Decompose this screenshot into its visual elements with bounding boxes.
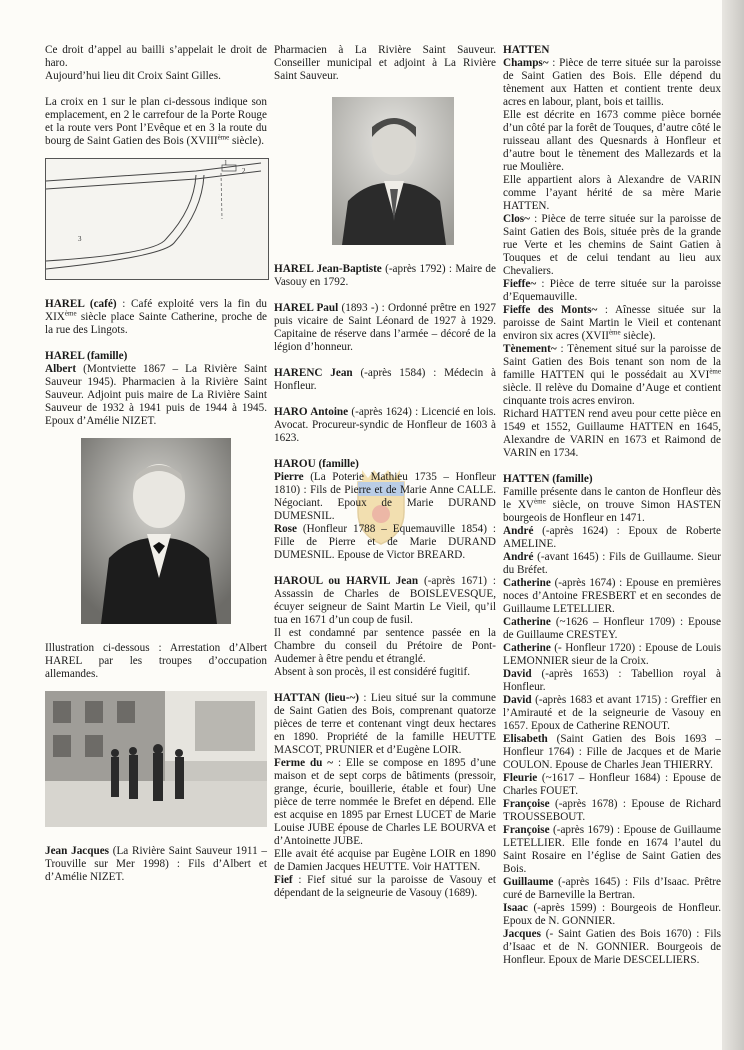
- entry-elisabeth: Elisabeth (Saint Gatien des Bois 1693 – Honfleur 1764) : Fille de Jacques et de Marie COULON. Epouse de Charles Jean THIERRY.: [503, 733, 721, 771]
- map-label-1: 1: [224, 159, 228, 167]
- entry-catherine-2: Catherine (~1626 – Honfleur 1709) : Epouse de Guillaume CRESTEY.: [503, 616, 721, 641]
- map-label-2: 2: [242, 167, 246, 175]
- entry-rose: Rose (Honfleur 1788 – Equemauville 1854) : Fille de Pierre et de Marie DURAND DUMESNIL. Epouse de Victor BREARD.: [274, 523, 496, 561]
- entry-guillaume: Guillaume (-après 1645) : Fils d’Isaac. Prêtre curé de Barneville la Bertran.: [503, 876, 721, 901]
- entry-jean-baptiste: HAREL Jean-Baptiste (-après 1792) : Maire de Vasouy en 1792.: [274, 263, 496, 288]
- heading-hatten-famille: HATTEN (famille): [503, 473, 593, 485]
- entry-david-2: David (-après 1683 et avant 1715) : Greffier en l’Amirauté et de la seigneurie de Vasouy en 1657. Epoux de Catherine RENOUT.: [503, 694, 721, 732]
- portrait-albert-harel: [81, 438, 231, 624]
- entry-isaac: Isaac (-après 1599) : Bourgeois de Honfleur. Epoux de N. GONNIER.: [503, 902, 721, 927]
- entry-andre-2: André (-avant 1645) : Fils de Guillaume. Sieur du Bréfet.: [503, 551, 721, 576]
- entry-tenement: Tènement~ : Tènement situé sur la paroisse de Saint Gatien des Bois tenant son nom de la famille HATTEN qui le possédait au XVIème siècle. Il relève du Domaine d’Auge et contient cinquante trois acres environ.: [503, 343, 721, 407]
- entry-catherine-1: Catherine (-après 1674) : Epouse en premières noces d’Antoine FRESBERT et en secondes de Guillaume LETELLIER.: [503, 577, 721, 615]
- column-2: [274, 44, 496, 900]
- entry-fleurie: Fleurie (~1617 – Honfleur 1684) : Epouse de Charles FOUET.: [503, 772, 721, 797]
- entry-harenc: HARENC Jean (-après 1584) : Médecin à Honfleur.: [274, 367, 496, 392]
- entry-catherine-3: Catherine (- Honfleur 1720) : Epouse de Louis LEMONNIER sieur de la Croix.: [503, 642, 721, 667]
- entry-jean-jacques: Jean Jacques (La Rivière Saint Sauveur 1911 – Trouville sur Mer 1998) : Fils d’Albert et d’Amélie NIZET.: [45, 845, 267, 883]
- heading-harou-famille: HAROU (famille): [274, 458, 359, 470]
- entry-andre-1: André (-après 1624) : Epoux de Roberte AMELINE.: [503, 525, 721, 550]
- entry-harel-cafe: HAREL (café) : Café exploité vers la fin du XIXème siècle place Sainte Catherine, proche de la rue des Lingots.: [45, 298, 267, 336]
- heading-harel-famille: HAREL (famille): [45, 350, 128, 362]
- entry-haro: HARO Antoine (-après 1624) : Licencié en lois. Avocat. Procureur-syndic de Honfleur de 1603 à 1623.: [274, 406, 496, 444]
- photo-arrest-street: [45, 691, 267, 827]
- entry-francoise-1: Françoise (-après 1678) : Epouse de Richard TROUSSEBOUT.: [503, 798, 721, 823]
- text-hatten-famille: Famille présente dans le canton de Honfleur dès le XVème siècle, on trouve Simon HASTEN bourgeois de Honfleur en 1471.: [503, 486, 722, 524]
- entry-pierre: Pierre (La Poterie Mathieu 1735 – Honfleur 1810) : Fils de Pierre et de Marie Anne CALLE. Négociant. Epoux de Marie DURAND DUMESNIL.: [274, 471, 496, 522]
- map-plan: [45, 158, 269, 280]
- entry-fief: Fief : Fief situé sur la paroisse de Vasouy et dépendant de la seigneurie de Vasouy (1689).: [274, 874, 496, 899]
- text-illustration: Illustration ci-dessous : Arrestation d’Albert HAREL par les troupes d’occupation allemandes.: [45, 642, 267, 680]
- entry-jacques: Jacques (- Saint Gatien des Bois 1670) : Fils d’Isaac et de N. GONNIER. Bourgeois de Honfleur. Epoux de Marie DESCELLIERS.: [503, 928, 721, 966]
- text-champs-decrite: Elle est décrite en 1673 comme pièce bornée d’un côté par la forêt de Touques, d’autre côté le ruisseau allant des Quesnards à Honfleur et d’autre bout le tènement des Mallezards et la rue Moulière.: [503, 109, 721, 173]
- text-croix: Aujourd’hui lieu dit Croix Saint Gilles.: [45, 70, 221, 82]
- entry-francoise-2: Françoise (-après 1679) : Epouse de Guillaume LETELLIER. Elle fonde en 1674 l’autel du Saint Rosaire en l’église de Saint Gatien des Bois.: [503, 824, 721, 875]
- entry-fieffe-des-monts: Fieffe des Monts~ : Aînesse située sur la paroisse de Saint Martin le Vieil et contenant environ six acres (XVIIème siècle).: [503, 304, 721, 342]
- heading-hatten: HATTEN: [503, 44, 550, 56]
- portrait-jean-jacques-harel: [332, 97, 454, 245]
- text-haro: Ce droit d’appel au bailli s’appelait le droit de haro.: [45, 44, 267, 69]
- entry-haroul: HAROUL ou HARVIL Jean (-après 1671) : Assassin de Charles de BOISLEVESQUE, écuyer seigneur de Saint Martin Le Vieil, qu’il tua en 1671 d’un coup de fusil.: [274, 575, 496, 626]
- text-haroul-absent: Absent à son procès, il est considéré fugitif.: [274, 666, 471, 678]
- text-haroul-condamne: Il est condamné par sentence passée en la Chambre du conseil du Prétoire de Pont-Audemer à être pendu et étranglé.: [274, 627, 496, 665]
- entry-clos: Clos~ : Pièce de terre située sur la paroisse de Saint Gatien des Bois, située près de la grande rue Verte et les chemins de Saint Gatien à Touques et de celui tendant au lieu aux Chevaliers.: [503, 213, 721, 277]
- text-pharmacien: Pharmacien à La Rivière Saint Sauveur. Conseiller municipal et adjoint à La Rivière Saint Sauveur.: [274, 44, 496, 82]
- text-tenement-aveu: Richard HATTEN rend aveu pour cette pièce en 1549 et 1552, Guillaume HATTEN en 1645, Alexandre de VARIN en 1673 et Raimond de VARIN en 1734.: [503, 408, 721, 459]
- column-3: [503, 44, 721, 967]
- entry-ferme: Ferme du ~ : Elle se compose en 1895 d’une maison et de sept corps de bâtiments (pressoir, grange, écurie, bouillerie, étable et four) Une pièce de terre nommée le Brefet en dépend. Elle est acquise en 1895 par Ernest LUCET de Marie Louise JUBE épouse de Charles LE BOURVA et d’Antoinette JUBE.: [274, 757, 496, 847]
- text-ferme-acquise: Elle avait été acquise par Eugène LOIR en 1890 de Damien Jacques HEUTTE. Voir HATTEN.: [274, 848, 496, 873]
- text-croix-plan: La croix en 1 sur le plan ci-dessous indique son emplacement, en 2 le carrefour de la Porte Rouge et la route vers Pont l’Evêque et en 3 la route du bourg de Saint Gatien des Bois (XVIIIème siècle).: [45, 96, 267, 147]
- map-label-3: 3: [78, 235, 82, 243]
- entry-hattan: HATTAN (lieu-~) : Lieu situé sur la commune de Saint Gatien des Bois, comprenant quatorze pièces de terre et contenant vingt deux hectares en 1890. Propriété de la famille HEUTTE MASCOT, PRUNIER et d’Eugène LOIR.: [274, 692, 496, 756]
- entry-david-1: David (-après 1653) : Tabellion royal à Honfleur.: [503, 668, 721, 693]
- entry-champs: Champs~ : Pièce de terre située sur la paroisse de Saint Gatien des Bois. Elle dépend du tènement aux Hatten et contient trente deux acres en labour, plant, bois et taillis.: [503, 57, 721, 108]
- entry-fieffe: Fieffe~ : Pièce de terre située sur la paroisse d’Equemauville.: [503, 278, 721, 303]
- column-1: [45, 44, 267, 884]
- entry-paul: HAREL Paul (1893 -) : Ordonné prêtre en 1927 puis vicaire de Saint Léonard de 1927 à 1929. Capitaine de réserve dans l’armée – décoré de la légion d’honneur.: [274, 302, 496, 353]
- page-edge: [722, 0, 744, 1050]
- entry-albert: Albert (Montviette 1867 – La Rivière Saint Sauveur 1945). Pharmacien à la Rivière Saint Sauveur. Adjoint puis maire de La Rivière Saint Sauveur de 1932 à 1941 puis de 1944 à 1945. Epoux d’Amélie NIZET.: [45, 363, 267, 427]
- text-champs-appartient: Elle appartient alors à Alexandre de VARIN comme l’ayant hérité de sa mère Marie HATTEN.: [503, 174, 721, 212]
